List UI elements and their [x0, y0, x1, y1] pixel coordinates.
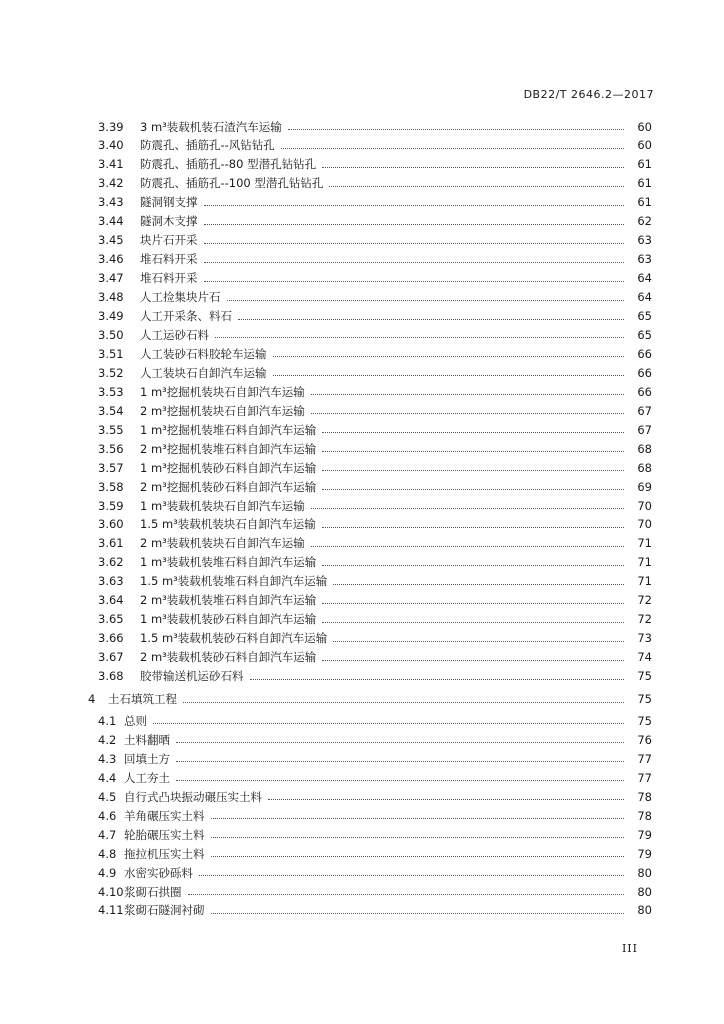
toc-leader-dots — [322, 451, 624, 452]
toc-entry-page: 73 — [637, 631, 652, 646]
toc-entry-title: 2 m³装载机装砂石料自卸汽车运输 — [140, 650, 317, 665]
toc-entry-page: 71 — [637, 574, 652, 589]
toc-entry-number: 3.67 — [98, 650, 124, 665]
toc-entry-number: 3.53 — [98, 384, 124, 399]
toc-leader-dots — [211, 913, 625, 914]
toc-entry-title: 轮胎碾压实土料 — [124, 827, 205, 842]
toc-entry-title: 土料翻晒 — [124, 732, 170, 747]
toc-entry-title: 1.5 m³装载机装堆石料自卸汽车运输 — [140, 574, 328, 589]
toc-entry-page: 80 — [637, 884, 652, 899]
toc-leader-dots — [238, 319, 624, 320]
toc-entry-page: 68 — [637, 441, 652, 456]
toc-entry-title: 堆石料开采 — [140, 252, 198, 267]
toc-entry[interactable] — [98, 231, 652, 250]
toc-leader-dots — [211, 837, 625, 838]
toc-leader-dots — [176, 780, 624, 781]
toc-leader-dots — [311, 413, 624, 414]
toc-leader-dots — [204, 224, 625, 225]
toc-entry-title: 隧洞钢支撑 — [140, 195, 198, 210]
toc-entry-title: 3 m³装载机装石渣汽车运输 — [140, 119, 282, 134]
toc-entry-number: 3.40 — [98, 138, 124, 153]
toc-entry-number: 3.65 — [98, 612, 124, 627]
toc-entry[interactable] — [98, 844, 652, 863]
toc-entry-page: 70 — [637, 498, 652, 513]
toc-leader-dots — [281, 148, 624, 149]
toc-entry-title: 1 m³装载机装砂石料自卸汽车运输 — [140, 612, 317, 627]
toc-entry-title: 自行式凸块振动碾压实土料 — [124, 789, 262, 804]
toc-entry[interactable] — [98, 863, 652, 882]
toc-entry-title: 2 m³装载机装堆石料自卸汽车运输 — [140, 593, 317, 608]
toc-entry-title: 1 m³装载机装块石自卸汽车运输 — [140, 498, 305, 513]
toc-entry-page: 61 — [637, 157, 652, 172]
toc-entry-page: 66 — [637, 365, 652, 380]
toc-entry-number: 4.2 — [98, 732, 117, 747]
toc-entry[interactable] — [98, 250, 652, 269]
toc-entry-title: 总则 — [124, 713, 147, 728]
toc-entry-number: 3.68 — [98, 669, 124, 684]
toc-entry[interactable] — [98, 553, 652, 572]
toc-entry[interactable] — [98, 787, 652, 806]
toc-entry-title: 拖拉机压实土料 — [124, 846, 205, 861]
toc-entry[interactable] — [98, 496, 652, 515]
toc-entry-page: 65 — [637, 327, 652, 342]
toc-entry-number: 3.41 — [98, 157, 124, 172]
toc-entry[interactable] — [98, 730, 652, 749]
toc-entry-page: 71 — [637, 555, 652, 570]
toc-leader-dots — [204, 281, 625, 282]
toc-leader-dots — [204, 205, 625, 206]
toc-leader-dots — [333, 584, 624, 585]
toc-entry-number: 3.62 — [98, 555, 124, 570]
toc-entry-number: 3.61 — [98, 536, 124, 551]
toc-entry-page: 61 — [637, 195, 652, 210]
toc-entry[interactable] — [98, 610, 652, 629]
toc-leader-dots — [188, 894, 625, 895]
toc-entry[interactable] — [98, 439, 652, 458]
toc-leader-dots — [311, 394, 624, 395]
toc-entry-page: 69 — [637, 479, 652, 494]
toc-leader-dots — [322, 622, 624, 623]
toc-entry-page: 68 — [637, 460, 652, 475]
toc-entry-title: 胶带输送机运砂石料 — [140, 669, 244, 684]
toc-leader-dots — [176, 761, 624, 762]
toc-entry[interactable] — [98, 515, 652, 534]
toc-entry-page: 66 — [637, 384, 652, 399]
toc-entry-page: 71 — [637, 536, 652, 551]
toc-entry[interactable] — [98, 534, 652, 553]
toc-entry[interactable] — [98, 591, 652, 610]
toc-entry[interactable] — [98, 401, 652, 420]
toc-entry[interactable] — [98, 212, 652, 231]
toc-entry-page: 80 — [637, 865, 652, 880]
toc-entry-page: 75 — [637, 713, 652, 728]
toc-leader-dots — [227, 300, 625, 301]
toc-entry[interactable] — [98, 458, 652, 477]
toc-entry-number: 3.64 — [98, 593, 124, 608]
toc-entry-number: 3.58 — [98, 479, 124, 494]
toc-entry-title: 水密实砂砾料 — [124, 865, 193, 880]
toc-entry-page: 75 — [637, 669, 652, 684]
toc-entry-page: 67 — [637, 403, 652, 418]
toc-entry-title: 人工装砂石料胶轮车运输 — [140, 346, 267, 361]
toc-entry-title: 土石填筑工程 — [108, 692, 177, 706]
toc-entry-number: 4 — [88, 692, 96, 706]
document-header: DB22/T 2646.2—2017 — [523, 88, 654, 101]
toc-leader-dots — [322, 660, 624, 661]
toc-entry-number: 4.4 — [98, 770, 117, 785]
toc-entry[interactable] — [98, 882, 652, 901]
toc-entry[interactable] — [98, 193, 652, 212]
toc-entry-number: 4.8 — [98, 846, 117, 861]
toc-entry-page: 72 — [637, 612, 652, 627]
toc-entry-number: 4.11 — [98, 903, 124, 918]
toc-entry-title: 块片石开采 — [140, 233, 198, 248]
toc-entry-title: 1 m³挖掘机装砂石料自卸汽车运输 — [140, 460, 317, 475]
toc-entry-title: 2 m³挖掘机装砂石料自卸汽车运输 — [140, 479, 317, 494]
toc-entry[interactable] — [98, 768, 652, 787]
toc-leader-dots — [250, 679, 625, 680]
toc-entry-page: 62 — [637, 214, 652, 229]
toc-leader-dots — [273, 375, 625, 376]
toc-entry[interactable] — [98, 136, 652, 155]
toc-leader-dots — [183, 702, 624, 703]
toc-leader-dots — [215, 337, 624, 338]
toc-entry-number: 3.39 — [98, 119, 124, 134]
toc-entry-number: 3.48 — [98, 290, 124, 305]
toc-entry-title: 防震孔、插筋孔--80 型潜孔钻钻孔 — [140, 157, 317, 172]
toc-entry[interactable] — [98, 572, 652, 591]
toc-entry-title: 2 m³挖掘机装块石自卸汽车运输 — [140, 403, 305, 418]
toc-leader-dots — [322, 167, 624, 168]
toc-entry-page: 78 — [637, 808, 652, 823]
toc-entry-title: 1.5 m³装载机装块石自卸汽车运输 — [140, 517, 316, 532]
toc-entry-number: 4.1 — [98, 713, 117, 728]
toc-entry-number: 3.47 — [98, 271, 124, 286]
toc-entry-title: 2 m³挖掘机装堆石料自卸汽车运输 — [140, 441, 317, 456]
toc-leader-dots — [322, 565, 624, 566]
toc-entry-number: 3.60 — [98, 517, 124, 532]
toc-leader-dots — [322, 432, 624, 433]
toc-entry-number: 3.50 — [98, 327, 124, 342]
toc-entry[interactable] — [98, 325, 652, 344]
toc-entry[interactable] — [98, 363, 652, 382]
toc-leader-dots — [268, 799, 624, 800]
toc-entry[interactable] — [98, 288, 652, 307]
toc-entry[interactable] — [98, 749, 652, 768]
toc-entry-title: 浆砌石拱圈 — [124, 884, 182, 899]
toc-entry[interactable] — [98, 667, 652, 686]
toc-entry-number: 3.57 — [98, 460, 124, 475]
toc-leader-dots — [204, 243, 625, 244]
toc-entry-page: 67 — [637, 422, 652, 437]
toc-entry-title: 1 m³挖掘机装堆石料自卸汽车运输 — [140, 422, 317, 437]
toc-leader-dots — [311, 546, 624, 547]
toc-entry-page: 60 — [637, 119, 652, 134]
toc-entry-title: 1 m³装载机装堆石料自卸汽车运输 — [140, 555, 317, 570]
toc-leader-dots — [322, 527, 624, 528]
toc-entry-number: 3.55 — [98, 422, 124, 437]
toc-leader-dots — [322, 470, 624, 471]
toc-entry-page: 63 — [637, 233, 652, 248]
toc-entry-page: 61 — [637, 176, 652, 191]
toc-entry[interactable] — [98, 382, 652, 401]
toc-entry-page: 75 — [637, 692, 652, 706]
toc-entry[interactable] — [88, 690, 652, 709]
toc-leader-dots — [176, 742, 624, 743]
toc-entry[interactable] — [98, 307, 652, 326]
toc-leader-dots — [211, 818, 625, 819]
toc-entry-number: 3.45 — [98, 233, 124, 248]
toc-entry-title: 人工开采条、料石 — [140, 309, 232, 323]
toc-entry[interactable] — [98, 344, 652, 363]
toc-entry-title: 堆石料开采 — [140, 271, 198, 286]
toc-entry[interactable] — [98, 174, 652, 193]
page-number: III — [621, 942, 638, 955]
toc-entry-page: 76 — [637, 732, 652, 747]
toc-leader-dots — [288, 129, 624, 130]
toc-entry-number: 3.46 — [98, 252, 124, 267]
toc-entry-title: 人工夯土 — [124, 770, 170, 785]
toc-entry-number: 4.3 — [98, 751, 117, 766]
toc-entry-number: 3.63 — [98, 574, 124, 589]
toc-entry-title: 人工运砂石料 — [140, 327, 209, 342]
toc-entry-number: 4.7 — [98, 827, 117, 842]
toc-entry-page: 70 — [637, 517, 652, 532]
toc-leader-dots — [322, 489, 624, 490]
toc-entry-page: 60 — [637, 138, 652, 153]
toc-entry-number: 3.44 — [98, 214, 124, 229]
toc-entry-page: 77 — [637, 751, 652, 766]
toc-entry-title: 2 m³装载机装块石自卸汽车运输 — [140, 536, 305, 551]
toc-entry-title: 防震孔、插筋孔--100 型潜孔钻钻孔 — [140, 176, 324, 191]
toc-entry[interactable] — [98, 806, 652, 825]
toc-entry-number: 3.56 — [98, 441, 124, 456]
toc-entry[interactable] — [98, 269, 652, 288]
toc-entry[interactable] — [98, 629, 652, 648]
toc-entry-page: 80 — [637, 903, 652, 918]
toc-leader-dots — [329, 186, 624, 187]
toc-entry-number: 4.9 — [98, 865, 117, 880]
toc-entry[interactable] — [98, 155, 652, 174]
toc-entry-number: 3.59 — [98, 498, 124, 513]
toc-entry-page: 74 — [637, 650, 652, 665]
toc-entry[interactable] — [98, 477, 652, 496]
toc-entry-number: 3.66 — [98, 631, 124, 646]
toc-leader-dots — [273, 356, 625, 357]
toc-entry-number: 4.10 — [98, 884, 124, 899]
toc-leader-dots — [311, 508, 624, 509]
toc-entry-page: 72 — [637, 593, 652, 608]
toc-entry-page: 64 — [637, 290, 652, 305]
toc-entry-page: 77 — [637, 770, 652, 785]
toc-entry-page: 79 — [637, 846, 652, 861]
toc-entry-page: 79 — [637, 827, 652, 842]
toc-entry-title: 防震孔、插筋孔--风钻钻孔 — [140, 138, 275, 153]
toc-entry-page: 66 — [637, 346, 652, 361]
toc-entry-title: 人工装块石自卸汽车运输 — [140, 365, 267, 380]
toc-entry-number: 4.5 — [98, 789, 117, 804]
toc-leader-dots — [211, 856, 625, 857]
toc-entry-title: 羊角碾压实土料 — [124, 808, 205, 823]
toc-entry[interactable] — [98, 711, 652, 730]
toc-entry-title: 回填土方 — [124, 751, 170, 766]
toc-entry-number: 3.43 — [98, 195, 124, 210]
toc-entry-number: 3.42 — [98, 176, 124, 191]
toc-leader-dots — [333, 641, 624, 642]
toc-entry-page: 64 — [637, 271, 652, 286]
toc-entry[interactable] — [98, 901, 652, 920]
toc-entry-title: 1.5 m³装载机装砂石料自卸汽车运输 — [140, 631, 328, 646]
toc-entry-number: 3.51 — [98, 346, 124, 361]
toc-entry-number: 3.49 — [98, 309, 124, 323]
toc-entry[interactable] — [98, 648, 652, 667]
toc-leader-dots — [153, 723, 624, 724]
toc-entry-title: 浆砌石隧洞衬砌 — [124, 903, 205, 918]
toc-entry-page: 65 — [637, 309, 652, 323]
toc-entry-number: 3.52 — [98, 365, 124, 380]
toc-entry-title: 隧洞木支撑 — [140, 214, 198, 229]
toc-entry-page: 78 — [637, 789, 652, 804]
toc-leader-dots — [204, 262, 625, 263]
toc-entry[interactable] — [98, 420, 652, 439]
toc-leader-dots — [199, 875, 624, 876]
toc-entry-page: 63 — [637, 252, 652, 267]
toc-entry-number: 4.6 — [98, 808, 117, 823]
toc-entry-number: 3.54 — [98, 403, 124, 418]
toc-entry[interactable] — [98, 117, 652, 136]
toc-entry-title: 人工捡集块片石 — [140, 290, 221, 305]
toc-entry-title: 1 m³挖掘机装块石自卸汽车运输 — [140, 384, 305, 399]
toc-entry[interactable] — [98, 825, 652, 844]
toc-leader-dots — [322, 603, 624, 604]
